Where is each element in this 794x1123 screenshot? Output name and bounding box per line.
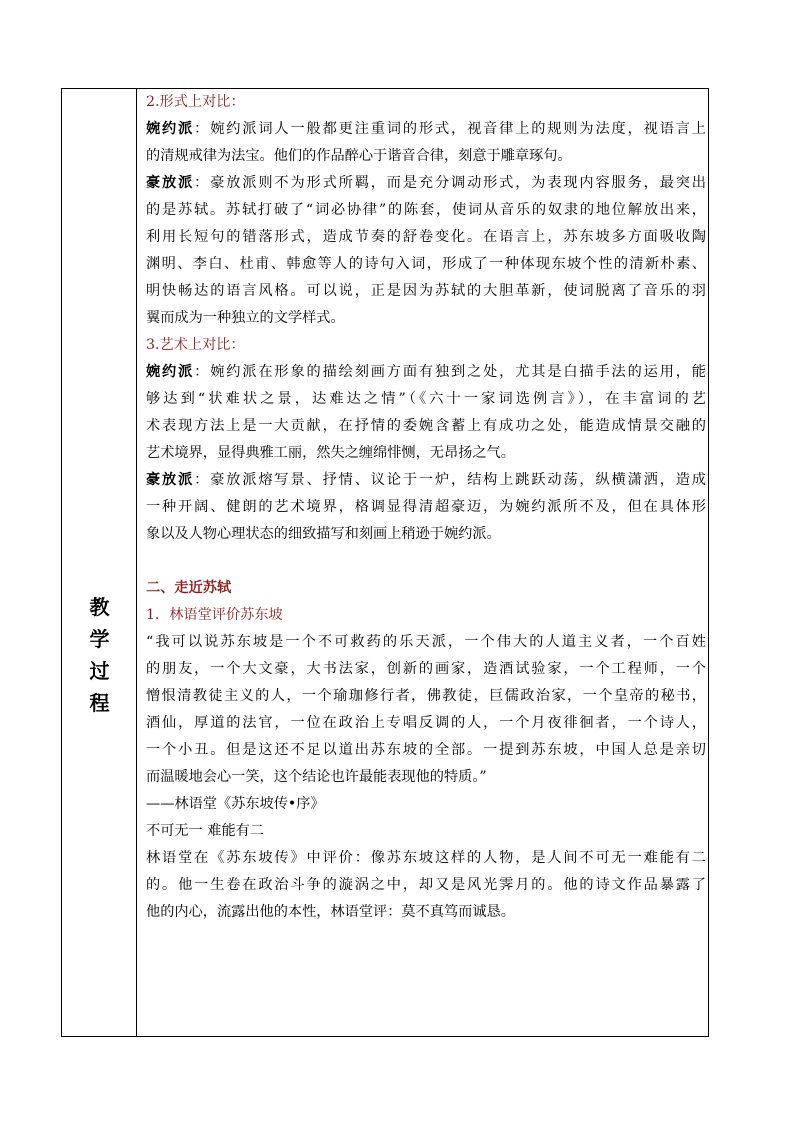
spacer bbox=[146, 548, 706, 575]
paragraph-line bbox=[146, 116, 706, 143]
heading-form: 2.形式上对比： bbox=[146, 94, 245, 110]
quote-line: “我可以说苏东坡是一个不可救药的乐天派，一个伟大的人道主义者，一个百姓 bbox=[146, 634, 706, 650]
term-haofang: 豪放派 bbox=[146, 175, 195, 191]
paragraph-line bbox=[146, 467, 706, 494]
label-char: 教 bbox=[89, 595, 110, 619]
quote-line: 一个小丑。但是这还不足以道出苏东坡的全部。一提到苏东坡，中国人总是亲切 bbox=[146, 742, 706, 758]
text: ：婉约派词人一般都更注重词的形式，视音律上的规则为法度，视语言上 bbox=[194, 121, 706, 137]
label-char: 学 bbox=[89, 627, 110, 651]
paragraph-line: 他的内心，流露出他的本性，林语堂评：莫不真笃而诚恳。 bbox=[146, 904, 515, 920]
paragraph-line: 术表现方法上是一大贡献，在抒情的委婉含蓄上有成功之处，能造成情景交融的 bbox=[146, 418, 706, 434]
section-heading: 二、走近苏轼 bbox=[146, 580, 232, 596]
paragraph-line: 渊明、李白、杜甫、韩愈等人的诗句入词，形成了一种体现东坡个性的清新朴素、 bbox=[146, 256, 706, 272]
subheading: 1．林语堂评价苏东坡 bbox=[146, 607, 283, 623]
paragraph-line: 象以及人物心理状态的细致描写和刻画上稍逊于婉约派。 bbox=[146, 526, 501, 542]
text: ：豪放派熔写景、抒情、议论于一炉，结构上跳跃动荡，纵横潇洒，造成 bbox=[194, 472, 706, 488]
teaching-process-label bbox=[62, 591, 137, 719]
quote-line: 而温暖地会心一笑，这个结论也许最能表现他的特质。” bbox=[146, 769, 487, 785]
text: ：婉约派在形象的描绘刻画方面有独到之处，尤其是白描手法的运用，能 bbox=[194, 364, 706, 380]
paragraph-line: 林语堂在《苏东坡传》中评价：像苏东坡这样的人物，是人间不可无一难能有二 bbox=[146, 850, 706, 866]
term-haofang: 豪放派 bbox=[146, 472, 195, 488]
label-char: 程 bbox=[89, 691, 110, 715]
paragraph-line: 利用长短句的错落形式，造成节奏的舒卷变化。在语言上，苏东坡多方面吸收陶 bbox=[146, 229, 706, 245]
quote-source: ——林语堂《苏东坡传•序》 bbox=[146, 796, 325, 812]
text: ：豪放派则不为形式所羁，而是充分调动形式，为表现内容服务，最突出 bbox=[194, 175, 706, 191]
paragraph-line: 艺术境界，显得典雅工丽，然失之缠绵悱恻，无昂扬之气。 bbox=[146, 445, 515, 461]
paragraph-line bbox=[146, 359, 706, 386]
paragraph-line: 的。他一生卷在政治斗争的漩涡之中，却又是风光霁月的。他的诗文作品暴露了 bbox=[146, 877, 706, 893]
term-wanyue: 婉约派 bbox=[146, 364, 195, 380]
heading-art: 3.艺术上对比： bbox=[146, 337, 245, 353]
paragraph-line: 一种开阔、健朗的艺术境界，格调显得清超豪迈，为婉约派所不及，但在具体形 bbox=[146, 499, 706, 515]
quote-line: 的朋友，一个大文豪，大书法家，创新的画家，造酒试验家，一个工程师，一个 bbox=[146, 661, 706, 677]
paragraph-line: 的是苏轼。苏轼打破了“词必协律”的陈套，使词从音乐的奴隶的地位解放出来， bbox=[146, 202, 706, 218]
label-column bbox=[62, 89, 137, 1036]
paragraph-line: 的清规戒律为法宝。他们的作品醉心于谐音合律，刻意于雕章琢句。 bbox=[146, 148, 572, 164]
content-cell bbox=[146, 89, 706, 926]
label-char: 过 bbox=[89, 659, 110, 683]
subtitle: 不可无一 难能有二 bbox=[146, 823, 265, 839]
quote-line: 酒仙，厚道的法官，一位在政治上专唱反调的人，一个月夜徘徊者，一个诗人， bbox=[146, 715, 706, 731]
lesson-table bbox=[61, 88, 709, 1037]
paragraph-line bbox=[146, 170, 706, 197]
paragraph-line: 明快畅达的语言风格。可以说，正是因为苏轼的大胆革新，使词脱离了音乐的羽 bbox=[146, 283, 706, 299]
paragraph-line: 翼而成为一种独立的文学样式。 bbox=[146, 310, 345, 326]
term-wanyue: 婉约派 bbox=[146, 121, 195, 137]
quote-line: 憎恨清教徒主义的人，一个瑜珈修行者，佛教徒，巨儒政治家，一个皇帝的秘书， bbox=[146, 688, 706, 704]
paragraph-line: 够达到“状难状之景，达难达之情”（《六十一家词选例言》），在丰富词的艺 bbox=[146, 391, 706, 407]
